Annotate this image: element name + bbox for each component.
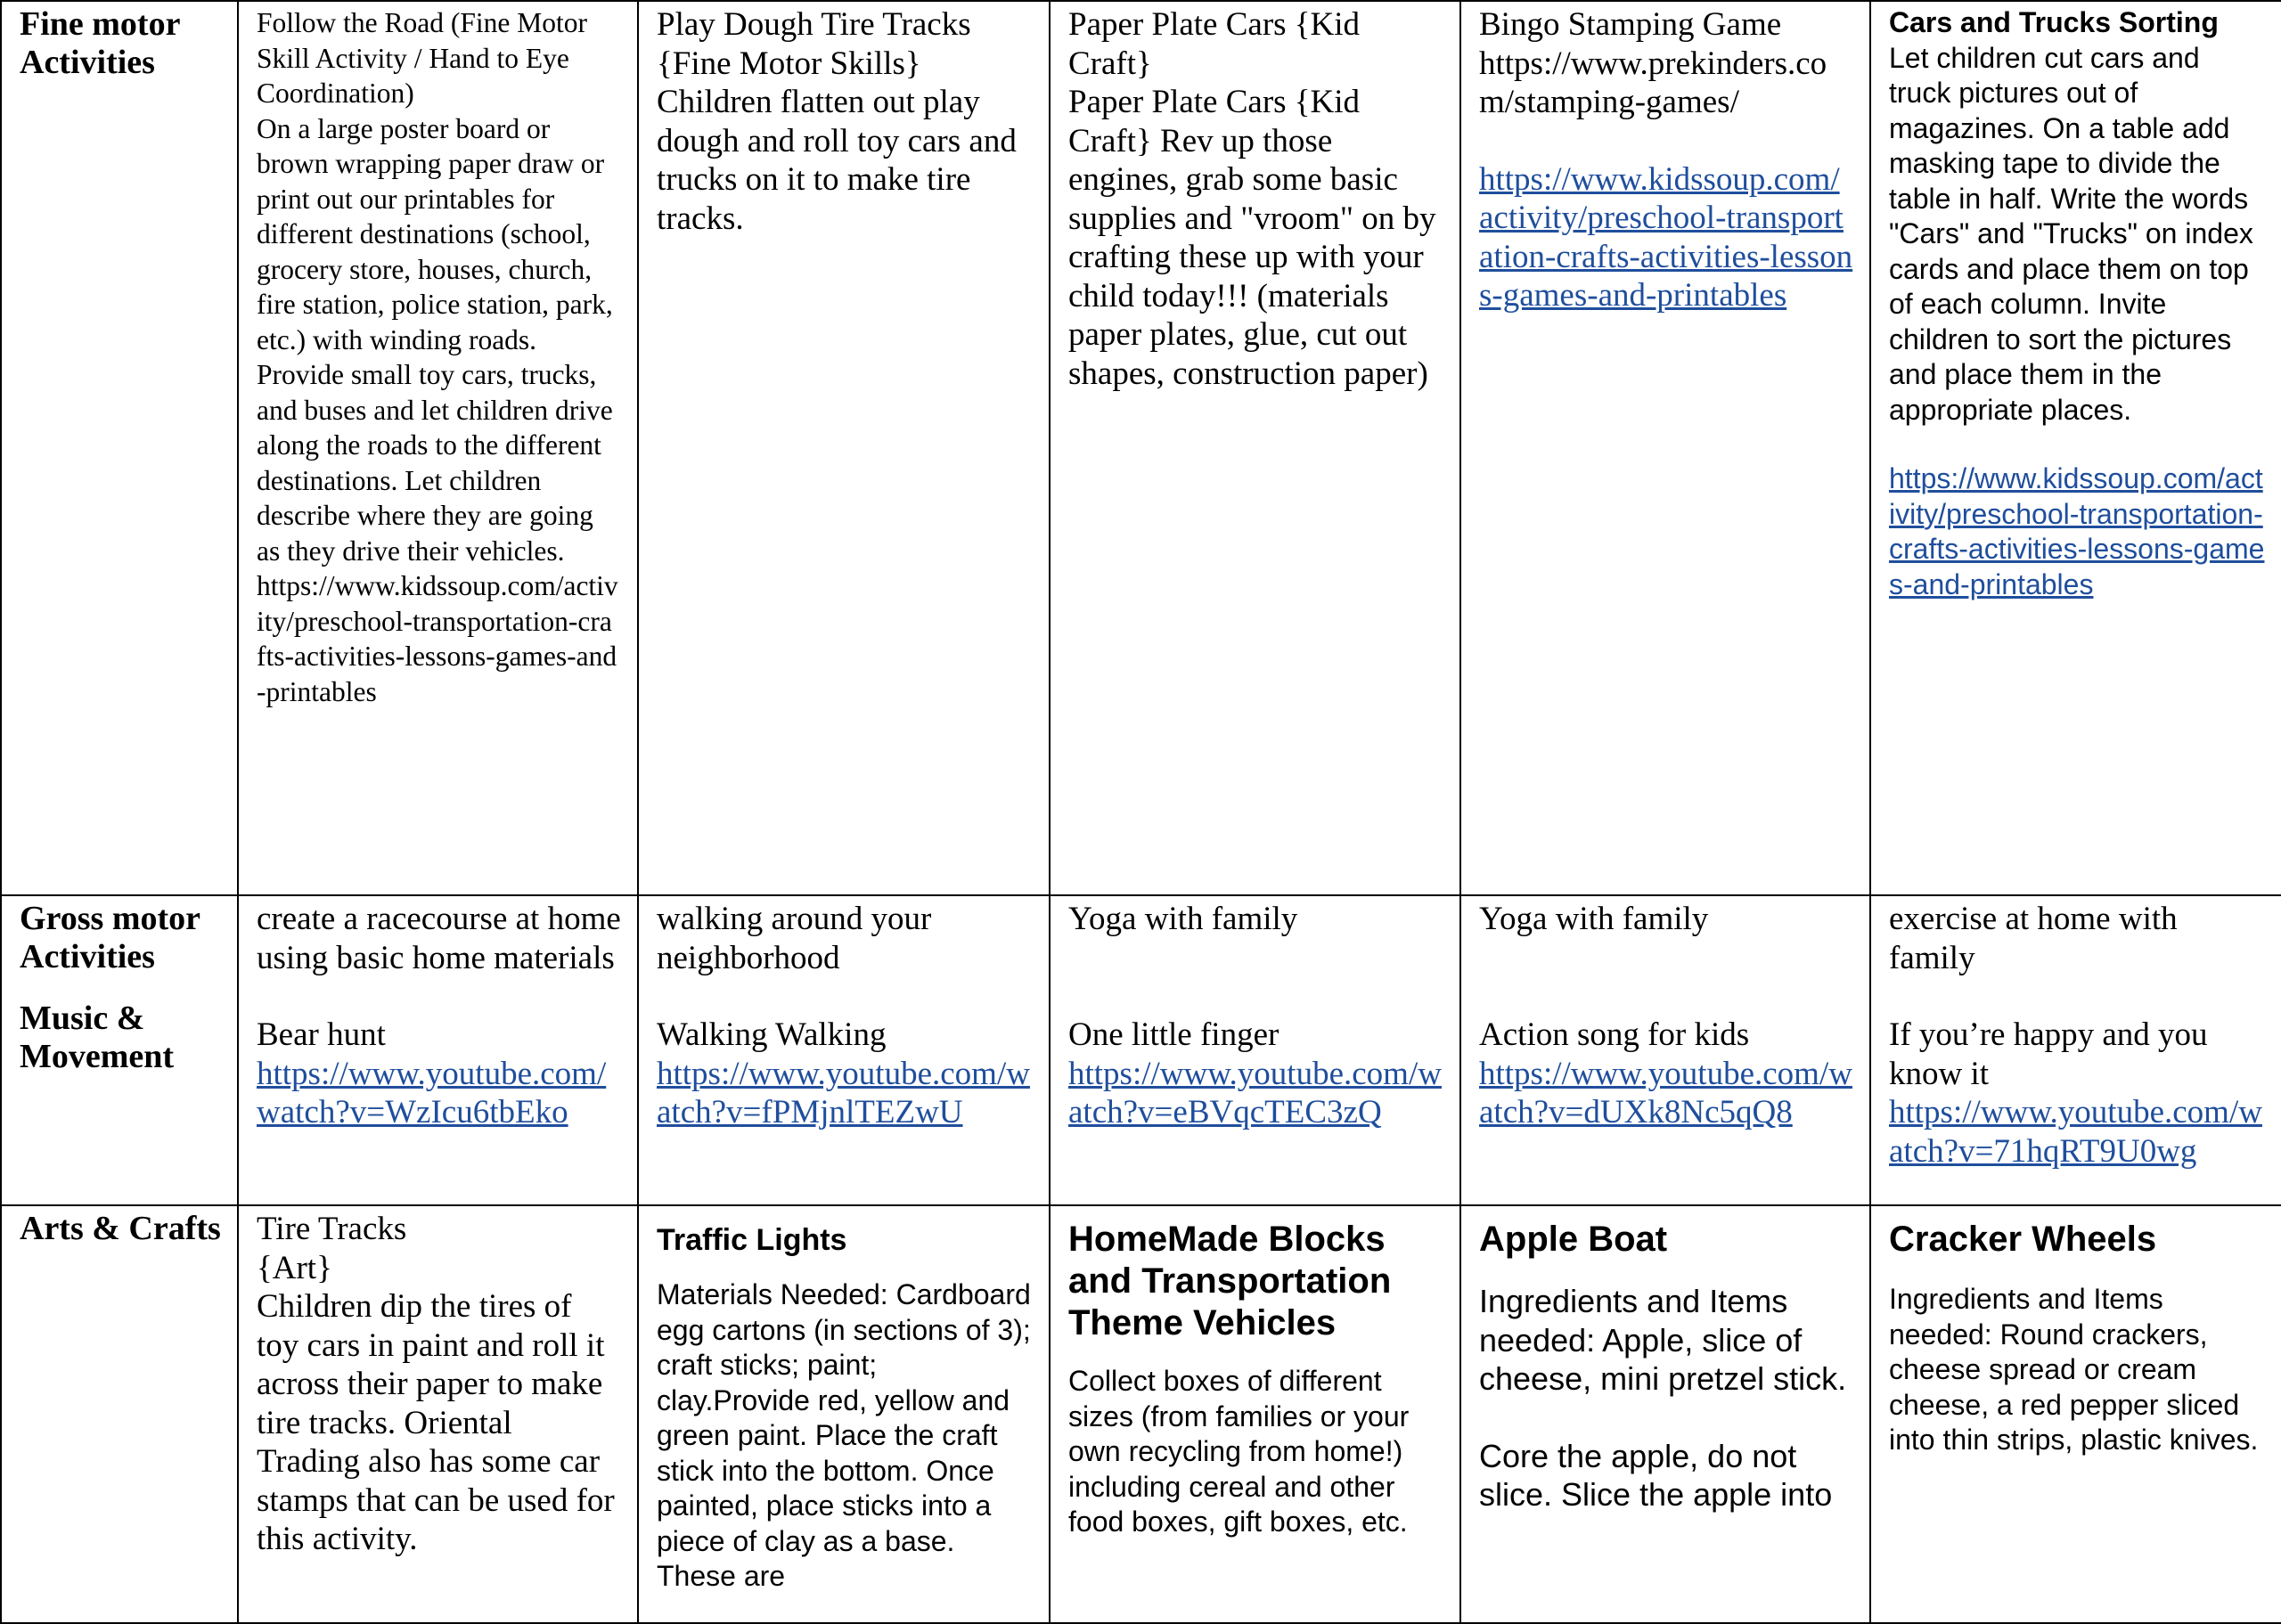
activity-description: Let children cut cars and truck pictures out of magazines. On a table add masking tape to divide the table in half. Write the words "Cars" and "Trucks" on index cards and place them on top of each column. Invite children to sort the pictures and place them in the appropriate places. <box>1889 41 2253 426</box>
song-title: Action song for kids <box>1479 1016 1750 1053</box>
activity-title: Cracker Wheels <box>1889 1220 2157 1259</box>
activity-description: Children dip the tires of toy cars in paint and roll it across their paper to make tire tracks. Oriental Trading also has some car stamps that can be used for this activity. <box>257 1288 615 1557</box>
activity-description: Ingredients and Items needed: Round crackers, cheese spread or cream cheese, a red pepper sliced into thin strips, plastic knives. <box>1889 1283 2259 1456</box>
song-title: Walking Walking <box>657 1016 887 1053</box>
activity-text: exercise at home with family <box>1889 901 2178 976</box>
activity-description: Materials Needed: Cardboard egg cartons (in sections of 3); craft sticks; paint; clay.Provide red, yellow and green paint. Place the craft stick into the bottom. Once painted, place sticks into a piece of clay as a base. These are <box>657 1278 1031 1592</box>
kidssoup-link[interactable]: https://www.kidssoup.com/activity/preschool-transportation-crafts-activities-lessons-games-and-printables <box>1889 462 2265 600</box>
activity-title: Cars and Trucks Sorting <box>1889 6 2219 38</box>
youtube-link[interactable]: https://www.youtube.com/watch?v=fPMjnlTEZwU <box>657 1055 1030 1130</box>
activity-description: On a large poster board or brown wrapping paper draw or print out our printables for different destinations (school, grocery store, houses, church, fire station, police station, park, etc.) with winding roads. Provide small toy cars, trucks, and buses and let children drive along the roads to the different destinations. Let children describe where they are going as they drive their vehicles. <box>257 112 613 567</box>
row-header-cell <box>1 1 238 895</box>
activity-description: Paper Plate Cars {Kid Craft} Rev up those engines, grab some basic supplies and "vroom" on by crafting these up with your child today!!! (materials paper plates, glue, cut out shapes, construction paper) <box>1068 84 1436 392</box>
activity-text: walking around your neighborhood <box>657 901 932 976</box>
activity-text: Yoga with family <box>1479 901 1709 937</box>
song-title: If you’re happy and you know it <box>1889 1016 2208 1092</box>
song-title: One little finger <box>1068 1016 1279 1053</box>
youtube-link[interactable]: https://www.youtube.com/watch?v=dUXk8Nc5qQ8 <box>1479 1055 1852 1130</box>
fine-motor-row <box>1 1 2281 895</box>
row-header-cell <box>1 1205 238 1623</box>
activity-title: HomeMade Blocks and Transportation Theme Vehicles <box>1068 1220 1392 1342</box>
apple-boat-cell <box>1460 1205 1870 1623</box>
traffic-lights-cell <box>638 1205 1050 1623</box>
bingo-stamping-cell <box>1460 1 1870 895</box>
play-dough-cell <box>638 1 1050 895</box>
cars-trucks-sorting-cell <box>1870 1 2281 895</box>
homemade-blocks-cell <box>1050 1205 1460 1623</box>
activity-text: create a racecourse at home using basic home materials <box>257 901 621 976</box>
row-header: Arts & Crafts <box>20 1210 221 1247</box>
gross-motor-cell-5 <box>1870 895 2281 1205</box>
row-header: Music & Movement <box>20 1000 175 1075</box>
gross-motor-row <box>1 895 2281 1205</box>
activity-title: Bingo Stamping Game <box>1479 6 1782 43</box>
gross-motor-cell-3 <box>1050 895 1460 1205</box>
activity-url: https://www.prekinders.com/stamping-games/ <box>1479 45 1827 120</box>
kidssoup-link[interactable]: https://www.kidssoup.com/activity/preschool-transportation-crafts-activities-lessons-games-and-printables <box>1479 160 1853 314</box>
arts-crafts-row <box>1 1205 2281 1623</box>
activity-title: Tire Tracks <box>257 1211 407 1247</box>
gross-motor-cell-2 <box>638 895 1050 1205</box>
tire-tracks-cell <box>238 1205 638 1623</box>
activity-title: Follow the Road (Fine Motor Skill Activity / Hand to Eye Coordination) <box>257 7 587 109</box>
row-header-cell <box>1 895 238 1205</box>
youtube-link[interactable]: https://www.youtube.com/watch?v=71hqRT9U0wg <box>1889 1094 2262 1170</box>
youtube-link[interactable]: https://www.youtube.com/watch?v=eBVqcTEC3zQ <box>1068 1055 1442 1130</box>
follow-the-road-cell <box>238 1 638 895</box>
paper-plate-cars-cell <box>1050 1 1460 895</box>
gross-motor-cell-1 <box>238 895 638 1205</box>
activity-title: Paper Plate Cars {Kid Craft} <box>1068 6 1361 82</box>
row-header: Fine motor Activities <box>20 5 180 81</box>
activity-title: Apple Boat <box>1479 1220 1668 1259</box>
activity-description: Collect boxes of different sizes (from families or your own recycling from home!) including cereal and other food boxes, gift boxes, etc. <box>1068 1365 1410 1538</box>
activity-title: Play Dough Tire Tracks {Fine Motor Skills} <box>657 6 971 82</box>
gross-motor-cell-4 <box>1460 895 1870 1205</box>
activity-description: Children flatten out play dough and roll toy cars and trucks on it to make tire tracks. <box>657 84 1017 237</box>
activity-text: Yoga with family <box>1068 901 1298 937</box>
activity-instructions: Core the apple, do not slice. Slice the apple into <box>1479 1437 1833 1513</box>
song-title: Bear hunt <box>257 1016 386 1053</box>
cracker-wheels-cell <box>1870 1205 2281 1623</box>
activity-description: Ingredients and Items needed: Apple, slice of cheese, mini pretzel stick. <box>1479 1283 1847 1397</box>
activity-url: https://www.kidssoup.com/activity/preschool-transportation-crafts-activities-lessons-games-and-printables <box>257 570 618 707</box>
row-header: Gross motor Activities <box>20 900 200 975</box>
activity-title: Traffic Lights <box>657 1223 847 1257</box>
youtube-link[interactable]: https://www.youtube.com/watch?v=WzIcu6tbEko <box>257 1055 607 1130</box>
activity-subtitle: {Art} <box>257 1249 332 1286</box>
